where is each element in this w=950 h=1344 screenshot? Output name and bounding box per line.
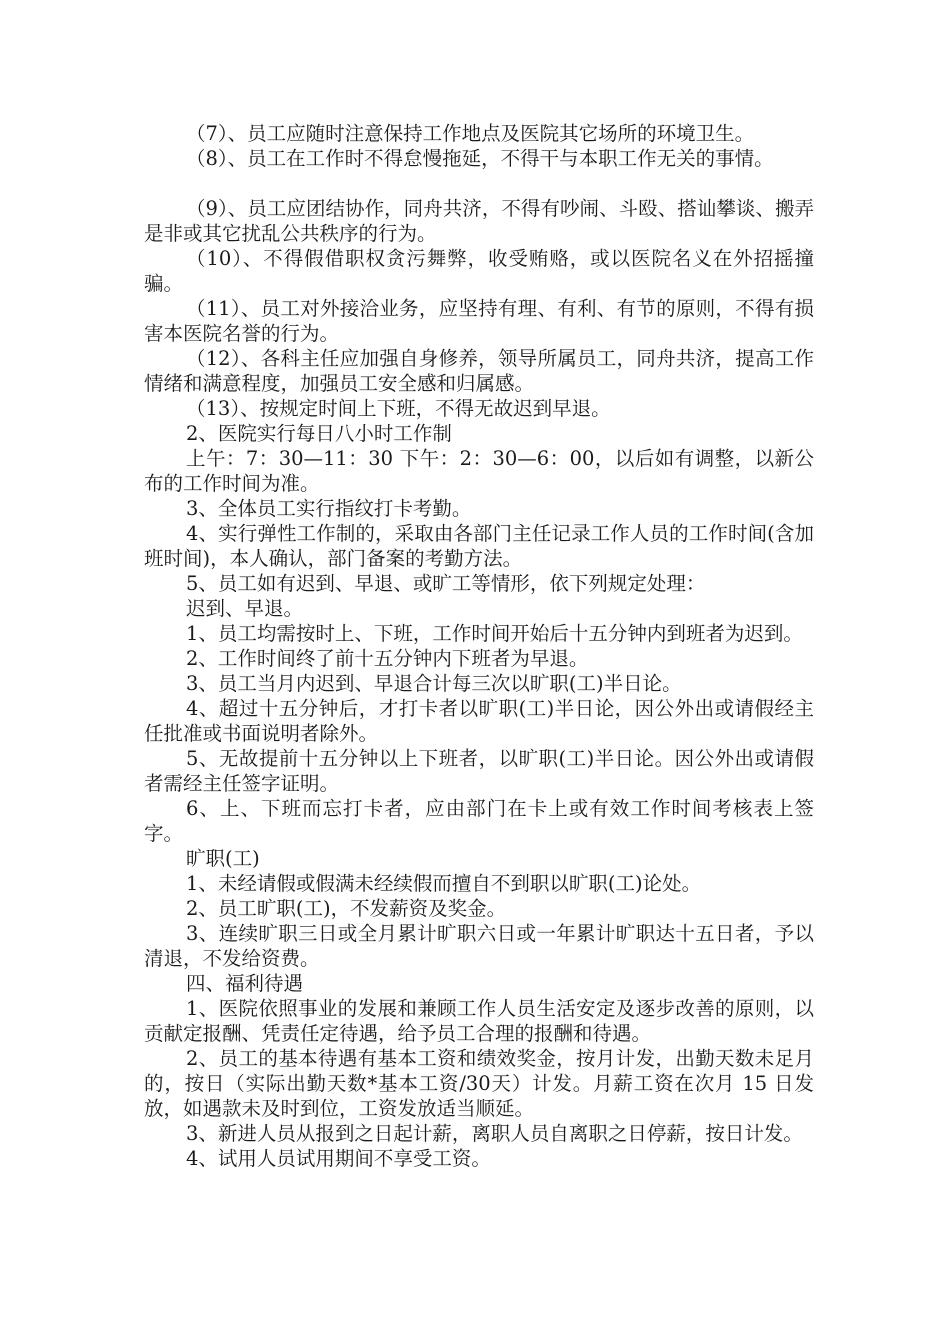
paragraph: 6、上、下班而忘打卡者，应由部门在卡上或有效工作时间考核表上签字。	[144, 797, 814, 845]
paragraph: 4、实行弹性工作制的，采取由各部门主任记录工作人员的工作时间(含加班时间)，本人确认，部门备案的考勤方法。	[144, 522, 814, 570]
paragraph: 3、员工当月内迟到、早退合计每三次以旷职(工)半日论。	[186, 672, 682, 695]
paragraph: （8）、员工在工作时不得怠慢拖延，不得干与本职工作无关的事情。	[186, 147, 774, 170]
paragraph: （12）、各科主任应加强自身修养，领导所属员工，同舟共济，提高工作情绪和满意程度，加强员工安全感和归属感。	[144, 347, 814, 395]
paragraph: 2、医院实行每日八小时工作制	[186, 422, 452, 445]
paragraph: 2、员工的基本待遇有基本工资和绩效奖金，按月计发，出勤天数未足月的，按日（实际出勤天数*基本工资/30天）计发。月薪工资在次月 15 日发放，如遇款未及时到位，工资发放适当顺延。	[144, 1047, 814, 1120]
paragraph: 1、未经请假或假满未经续假而擅自不到职以旷职(工)论处。	[186, 872, 702, 895]
paragraph: 4、超过十五分钟后，才打卡者以旷职(工)半日论，因公外出或请假经主任批准或书面说明者除外。	[144, 697, 814, 745]
paragraph: 3、全体员工实行指纹打卡考勤。	[186, 497, 472, 520]
paragraph: （11）、员工对外接洽业务，应坚持有理、有利、有节的原则，不得有损害本医院名誉的行为。	[144, 297, 814, 345]
section-heading: 四、福利待遇	[186, 972, 304, 995]
paragraph: 上午：7：30—11：30 下午：2：30—6：00，以后如有调整，以新公布的工作时间为准。	[144, 447, 814, 495]
paragraph: 5、无故提前十五分钟以上下班者，以旷职(工)半日论。因公外出或请假者需经主任签字证明。	[144, 747, 814, 795]
paragraph: 5、员工如有迟到、早退、或旷工等情形，依下列规定处理：	[186, 572, 706, 595]
paragraph: 3、新进人员从报到之日起计薪，离职人员自离职之日停薪，按日计发。	[186, 1122, 803, 1145]
paragraph: 1、员工均需按时上、下班，工作时间开始后十五分钟内到班者为迟到。	[186, 622, 803, 645]
paragraph: 1、医院依照事业的发展和兼顾工作人员生活安定及逐步改善的原则，以贡献定报酬、凭责任定待遇，给予员工合理的报酬和待遇。	[144, 997, 814, 1045]
paragraph: 2、工作时间终了前十五分钟内下班者为早退。	[186, 647, 589, 670]
paragraph: 4、试用人员试用期间不享受工资。	[186, 1147, 491, 1170]
paragraph: 3、连续旷职三日或全月累计旷职六日或一年累计旷职达十五日者，予以清退，不发给资费。	[144, 922, 814, 970]
paragraph: 旷职(工)	[186, 847, 260, 870]
paragraph: （9）、员工应团结协作，同舟共济，不得有吵闹、斗殴、搭讪攀谈、搬弄是非或其它扰乱公共秩序的行为。	[144, 197, 814, 245]
paragraph: （13）、按规定时间上下班，不得无故迟到早退。	[186, 397, 611, 420]
paragraph: （10）、不得假借职权贪污舞弊，收受贿赂，或以医院名义在外招摇撞骗。	[144, 247, 814, 295]
document-body	[144, 121, 814, 1171]
paragraph: （7）、员工应随时注意保持工作地点及医院其它场所的环境卫生。	[186, 122, 755, 145]
paragraph: 2、员工旷职(工)，不发薪资及奖金。	[186, 897, 507, 920]
paragraph: 迟到、早退。	[186, 597, 304, 620]
